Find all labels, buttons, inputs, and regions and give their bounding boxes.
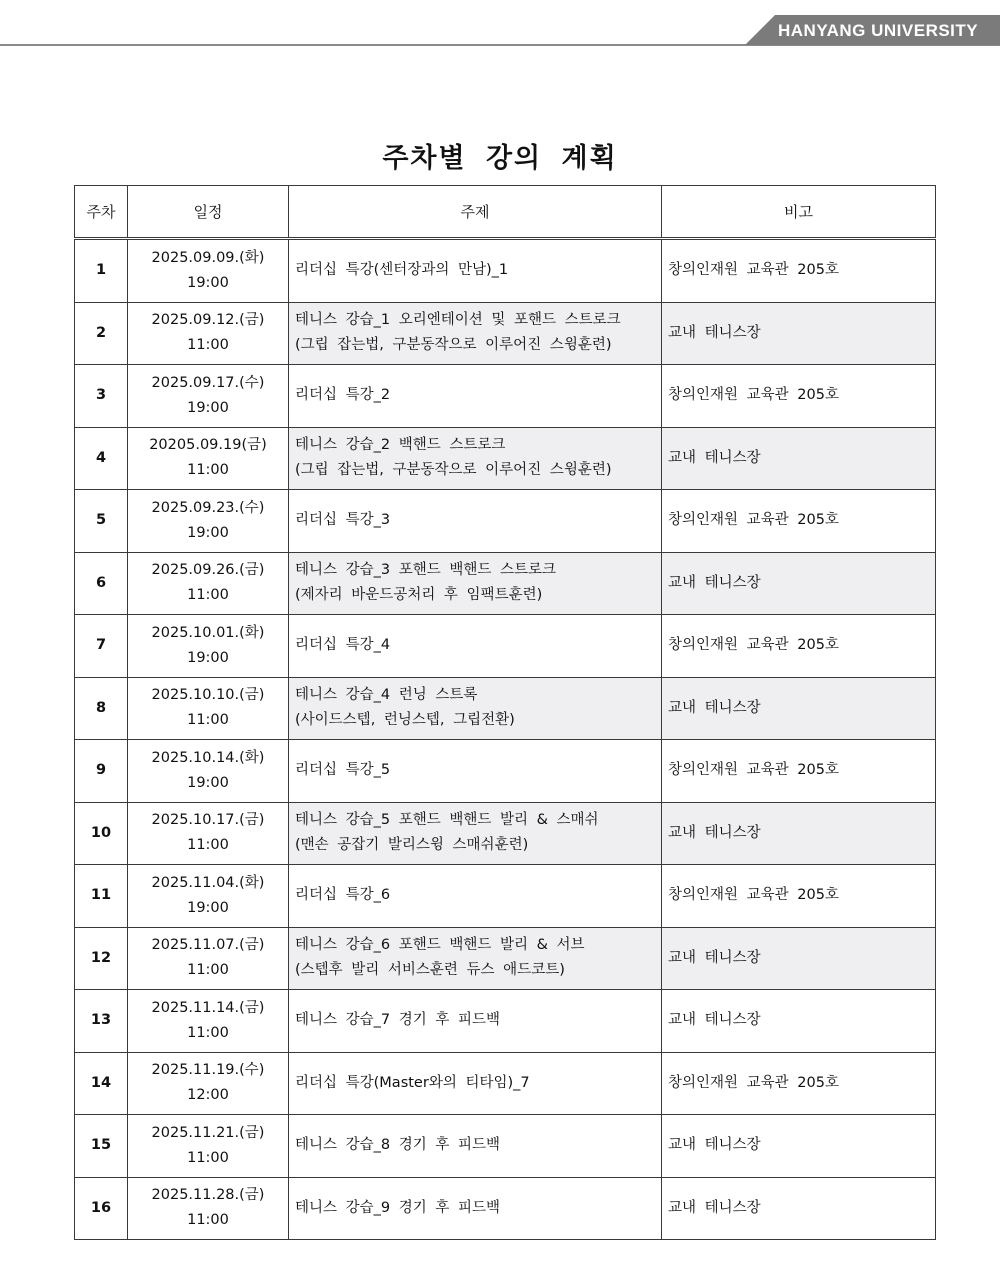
topic-cell (289, 552, 662, 615)
week-cell: 6 (75, 552, 128, 615)
location-cell: 창의인재원 교육관 205호 (662, 1052, 936, 1115)
topic-detail-text: (제자리 바운드공처리 후 임팩트훈련) (295, 587, 543, 604)
topic-text: 테니스 강습_1 오리엔테이션 및 포핸드 스트로크 (295, 312, 621, 329)
week-cell: 11 (75, 865, 128, 928)
location-cell: 교내 테니스장 (662, 802, 936, 865)
topic-text: 리더십 특강(Master와의 티타임)_7 (295, 1074, 530, 1091)
date-text: 2025.09.17.(수) (151, 374, 265, 391)
topic-cell (289, 990, 662, 1053)
week-cell: 3 (75, 365, 128, 428)
date-cell (128, 677, 289, 740)
time-text: 19:00 (187, 899, 229, 916)
date-cell (128, 927, 289, 990)
location-cell: 교내 테니스장 (662, 552, 936, 615)
date-cell (128, 990, 289, 1053)
topic-cell (289, 1177, 662, 1240)
date-text: 2025.11.04.(화) (151, 874, 265, 891)
table-header (75, 186, 936, 239)
time-text: 11:00 (187, 1024, 229, 1041)
topic-text: 리더십 특강_4 (295, 637, 391, 654)
time-text: 11:00 (187, 337, 229, 354)
date-text: 2025.09.12.(금) (151, 312, 265, 329)
location-cell: 창의인재원 교육관 205호 (662, 239, 936, 303)
topic-cell (289, 677, 662, 740)
date-text: 2025.10.17.(금) (151, 812, 265, 829)
date-cell (128, 365, 289, 428)
location-cell: 창의인재원 교육관 205호 (662, 865, 936, 928)
time-text: 12:00 (187, 1087, 229, 1104)
date-text: 2025.10.01.(화) (151, 624, 265, 641)
time-text: 19:00 (187, 774, 229, 791)
date-text: 2025.11.19.(수) (151, 1062, 265, 1079)
time-text: 19:00 (187, 399, 229, 416)
topic-text: 리더십 특강_2 (295, 387, 391, 404)
date-cell (128, 802, 289, 865)
header-week: 주차 (75, 186, 128, 239)
topic-text: 테니스 강습_9 경기 후 피드백 (295, 1199, 500, 1216)
date-text: 2025.09.09.(화) (151, 249, 265, 266)
topic-cell (289, 427, 662, 490)
topic-text: 리더십 특강_6 (295, 887, 391, 904)
date-text: 2025.10.10.(금) (151, 687, 265, 704)
week-cell: 14 (75, 1052, 128, 1115)
topic-cell (289, 365, 662, 428)
location-cell: 창의인재원 교육관 205호 (662, 490, 936, 553)
table-row (75, 552, 936, 615)
location-cell: 교내 테니스장 (662, 927, 936, 990)
week-cell: 10 (75, 802, 128, 865)
date-cell (128, 1115, 289, 1178)
date-cell (128, 302, 289, 365)
location-cell: 교내 테니스장 (662, 302, 936, 365)
date-cell (128, 615, 289, 678)
week-cell: 8 (75, 677, 128, 740)
time-text: 11:00 (187, 587, 229, 604)
time-text: 19:00 (187, 649, 229, 666)
topic-detail-text: (그립 잡는법, 구분동작으로 이루어진 스윙훈련) (295, 462, 612, 479)
topic-text: 테니스 강습_4 런닝 스트록 (295, 687, 478, 704)
table-row (75, 677, 936, 740)
date-cell (128, 865, 289, 928)
week-cell: 15 (75, 1115, 128, 1178)
topic-cell (289, 740, 662, 803)
topic-cell (289, 1115, 662, 1178)
table-row (75, 302, 936, 365)
date-text: 2025.10.14.(화) (151, 749, 265, 766)
table-row (75, 990, 936, 1053)
topic-text: 테니스 강습_6 포핸드 백핸드 발리 & 서브 (295, 937, 585, 954)
table-row (75, 927, 936, 990)
topic-cell (289, 615, 662, 678)
location-cell: 창의인재원 교육관 205호 (662, 365, 936, 428)
table-row (75, 802, 936, 865)
location-cell: 교내 테니스장 (662, 1177, 936, 1240)
week-cell: 9 (75, 740, 128, 803)
topic-text: 테니스 강습_7 경기 후 피드백 (295, 1012, 500, 1029)
week-cell: 1 (75, 239, 128, 303)
time-text: 11:00 (187, 837, 229, 854)
table-row (75, 239, 936, 303)
topic-detail-text: (맨손 공잡기 발리스윙 스매쉬훈련) (295, 837, 529, 854)
header-date: 일정 (128, 186, 289, 239)
topic-cell (289, 927, 662, 990)
date-text: 20205.09.19(금) (149, 437, 267, 454)
table-row (75, 1177, 936, 1240)
time-text: 11:00 (187, 962, 229, 979)
location-cell: 창의인재원 교육관 205호 (662, 615, 936, 678)
brand-name: HANYANG UNIVERSITY (778, 21, 979, 40)
topic-text: 리더십 특강_3 (295, 512, 391, 529)
topic-text: 리더십 특강_5 (295, 762, 391, 779)
table-row (75, 490, 936, 553)
date-cell (128, 1052, 289, 1115)
topic-cell (289, 239, 662, 303)
table-row (75, 615, 936, 678)
week-cell: 13 (75, 990, 128, 1053)
week-cell: 7 (75, 615, 128, 678)
location-cell: 교내 테니스장 (662, 1115, 936, 1178)
date-text: 2025.11.14.(금) (151, 999, 265, 1016)
header-row (75, 186, 936, 239)
location-cell: 교내 테니스장 (662, 677, 936, 740)
topic-cell (289, 490, 662, 553)
schedule-table (74, 185, 936, 1240)
date-cell (128, 239, 289, 303)
topic-text: 테니스 강습_2 백핸드 스트로크 (295, 437, 506, 454)
table-row (75, 365, 936, 428)
time-text: 19:00 (187, 274, 229, 291)
table-row (75, 865, 936, 928)
time-text: 11:00 (187, 1212, 229, 1229)
topic-text: 테니스 강습_3 포핸드 백핸드 스트로크 (295, 562, 557, 579)
date-cell (128, 427, 289, 490)
week-cell: 12 (75, 927, 128, 990)
table-row (75, 740, 936, 803)
date-text: 2025.11.07.(금) (151, 937, 265, 954)
date-cell (128, 552, 289, 615)
topic-cell (289, 302, 662, 365)
time-text: 11:00 (187, 712, 229, 729)
location-cell: 교내 테니스장 (662, 990, 936, 1053)
topic-text: 리더십 특강(센터장과의 만남)_1 (295, 262, 509, 279)
date-text: 2025.09.23.(수) (151, 499, 265, 516)
week-cell: 2 (75, 302, 128, 365)
location-cell: 창의인재원 교육관 205호 (662, 740, 936, 803)
topic-cell (289, 802, 662, 865)
topic-detail-text: (스텝후 발리 서비스훈련 듀스 애드코트) (295, 962, 565, 979)
date-text: 2025.11.21.(금) (151, 1124, 265, 1141)
date-text: 2025.11.28.(금) (151, 1187, 265, 1204)
week-cell: 4 (75, 427, 128, 490)
topic-text: 테니스 강습_8 경기 후 피드백 (295, 1137, 500, 1154)
time-text: 19:00 (187, 524, 229, 541)
topic-text: 테니스 강습_5 포핸드 백핸드 발리 & 스매쉬 (295, 812, 599, 829)
time-text: 11:00 (187, 462, 229, 479)
table-row (75, 427, 936, 490)
header-topic: 주제 (289, 186, 662, 239)
time-text: 11:00 (187, 1149, 229, 1166)
header-note: 비고 (662, 186, 936, 239)
date-text: 2025.09.26.(금) (151, 562, 265, 579)
topic-cell (289, 1052, 662, 1115)
week-cell: 16 (75, 1177, 128, 1240)
date-cell (128, 740, 289, 803)
table-row (75, 1115, 936, 1178)
date-cell (128, 1177, 289, 1240)
week-cell: 5 (75, 490, 128, 553)
topic-detail-text: (사이드스텝, 런닝스텝, 그립전환) (295, 712, 515, 729)
table-row (75, 1052, 936, 1115)
location-cell: 교내 테니스장 (662, 427, 936, 490)
topic-detail-text: (그립 잡는법, 구분동작으로 이루어진 스윙훈련) (295, 337, 612, 354)
table-body (75, 239, 936, 1240)
date-cell (128, 490, 289, 553)
page-title: 주차별 강의 계획 (382, 143, 618, 174)
topic-cell (289, 865, 662, 928)
